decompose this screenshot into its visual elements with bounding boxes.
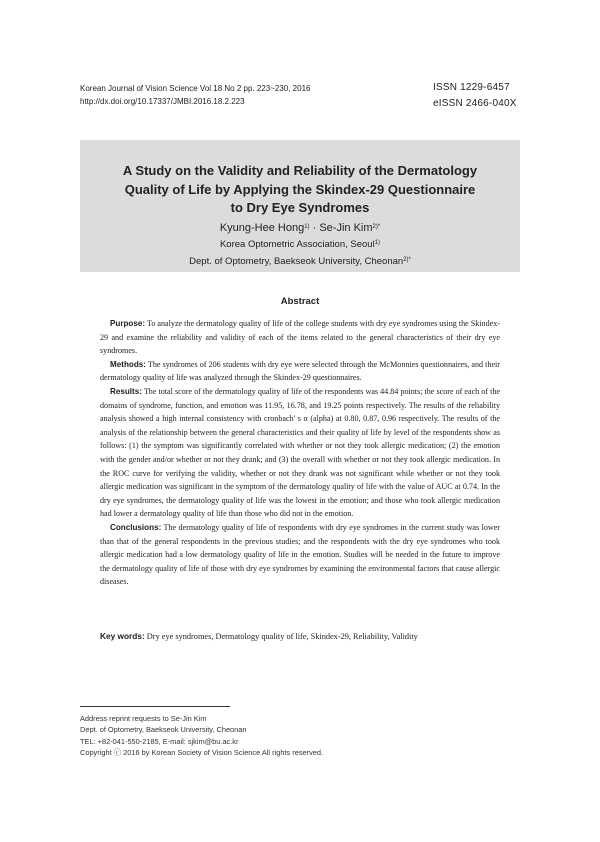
author-2: Se-Jin Kim (319, 221, 373, 234)
abstract-conclusions (100, 521, 500, 589)
footer-department: Dept. of Optometry, Baekseok University, Cheonan (80, 725, 247, 735)
title-block (80, 140, 520, 272)
correspondence-footer (80, 713, 520, 758)
issn: ISSN 1229-6457 (433, 82, 510, 93)
footer-contact: TEL: +82-041-550-2185, E-mail: sjkim@bu.ac.kr (80, 736, 239, 746)
author-2-affiliation-mark: 2)* (372, 223, 381, 230)
author-1: Kyung-Hee Hong (219, 221, 305, 234)
results-text: The total score of the dermatology quality of life of the respondents was 44.84 points; the score of each of the domains of syndrome, function, and emotion was 11.95, 16.78, and 19.25 points respectively. The results of the reliability analysis showed a high internal consistency with cronbach' s α (alpha) at 0.80, 0.87, 0.96 respectively. The results of the analysis of the relationship between the general characteristics and their quality of life by level of the respondents show as follows: (1) the symptom was significantly correlated with whether or not they took allergic medication; (2) the emotion with the gender and/or whether or not they drank; and (3) the overall with whether or not they took allergic medication. In the ROC curve for verifying the validity, whether or not they drank was not significant while whether or not they took allergic medication was significant in the symptom of the dermatology quality of life with the value of AUC at 0.74. In the dry eye syndromes, the dermatology quality of life was the lowest in the emotion; and those who took allergic medication had lower a dermatology quality of life than those who did not in the emotion. (100, 386, 500, 519)
keywords-label: Key words: (100, 631, 145, 641)
title-line-2: Quality of Life by Applying the Skindex-29 Questionnaire (124, 181, 476, 197)
keywords-text: Dry eye syndromes, Dermatology quality of life, Skindex-29, Reliability, Validity (144, 632, 418, 641)
footer-reprint: Address reprint requests to Se-Jin Kim (80, 714, 207, 723)
footnote-divider (80, 706, 230, 707)
title-line-1: A Study on the Validity and Reliability of the Dermatology (122, 163, 478, 178)
doi-link[interactable]: http://dx.doi.org/10.17337/JMBI.2016.18.2.223 (80, 97, 245, 106)
eissn: eISSN 2466-040X (433, 98, 517, 109)
author-list (80, 220, 520, 236)
conclusions-text: The dermatology quality of life of respondents with dry eye syndromes in the current study was lower than that of the general respondents in the previous studies; and the respondents with the dry eye syndromes who took allergic medication had a low dermatology quality of life in the emotion. Studies will be needed in the future to improve the dermatology quality of life of those with dry eye syndromes by examining the environmental factors that cause allergic diseases. (100, 522, 500, 587)
affiliation-2-mark: 2)* (403, 256, 411, 263)
purpose-label: Purpose: (110, 319, 146, 328)
affiliation-2 (80, 253, 520, 270)
journal-info (80, 82, 310, 108)
title-line-3: to Dry Eye Syndromes (230, 200, 370, 215)
affiliation-1-mark: 1) (374, 239, 381, 246)
affiliation-2-text: Dept. of Optometry, Baekseok University, Cheonan (189, 255, 404, 267)
footer-copyright: Copyright ⓒ 2016 by Korean Society of Vision Science All rights reserved. (80, 747, 324, 757)
author-separator: · (309, 221, 320, 234)
purpose-text: To analyze the dermatology quality of life of the college students with dry eye syndromes using the Skindex-29 and examine the reliability and validity of each of the items related to the general characteristics of their dry eye syndromes. (100, 319, 500, 356)
affiliation-1 (80, 236, 520, 253)
methods-label: Methods: (110, 359, 146, 369)
abstract-results (100, 385, 500, 521)
affiliation-1-text: Korea Optometric Association, Seoul (219, 238, 375, 250)
abstract-body (100, 317, 500, 589)
results-label: Results: (110, 386, 142, 396)
abstract-purpose (100, 317, 500, 358)
journal-citation: Korean Journal of Vision Science Vol 18 No 2 pp. 223~230, 2016 (80, 84, 311, 93)
abstract-heading: Abstract (280, 296, 320, 307)
keywords (100, 630, 500, 643)
methods-text: The syndromes of 206 students with dry eye were selected through the McMonnies questionnaires, and their dermatology quality of life was analyzed through the Skindex-29 questionnaires. (100, 359, 500, 383)
author-1-affiliation-mark: 1) (304, 223, 310, 230)
paper-title (80, 162, 520, 218)
issn-info (433, 80, 517, 112)
conclusions-label: Conclusions: (110, 522, 162, 532)
abstract-methods (100, 358, 500, 385)
